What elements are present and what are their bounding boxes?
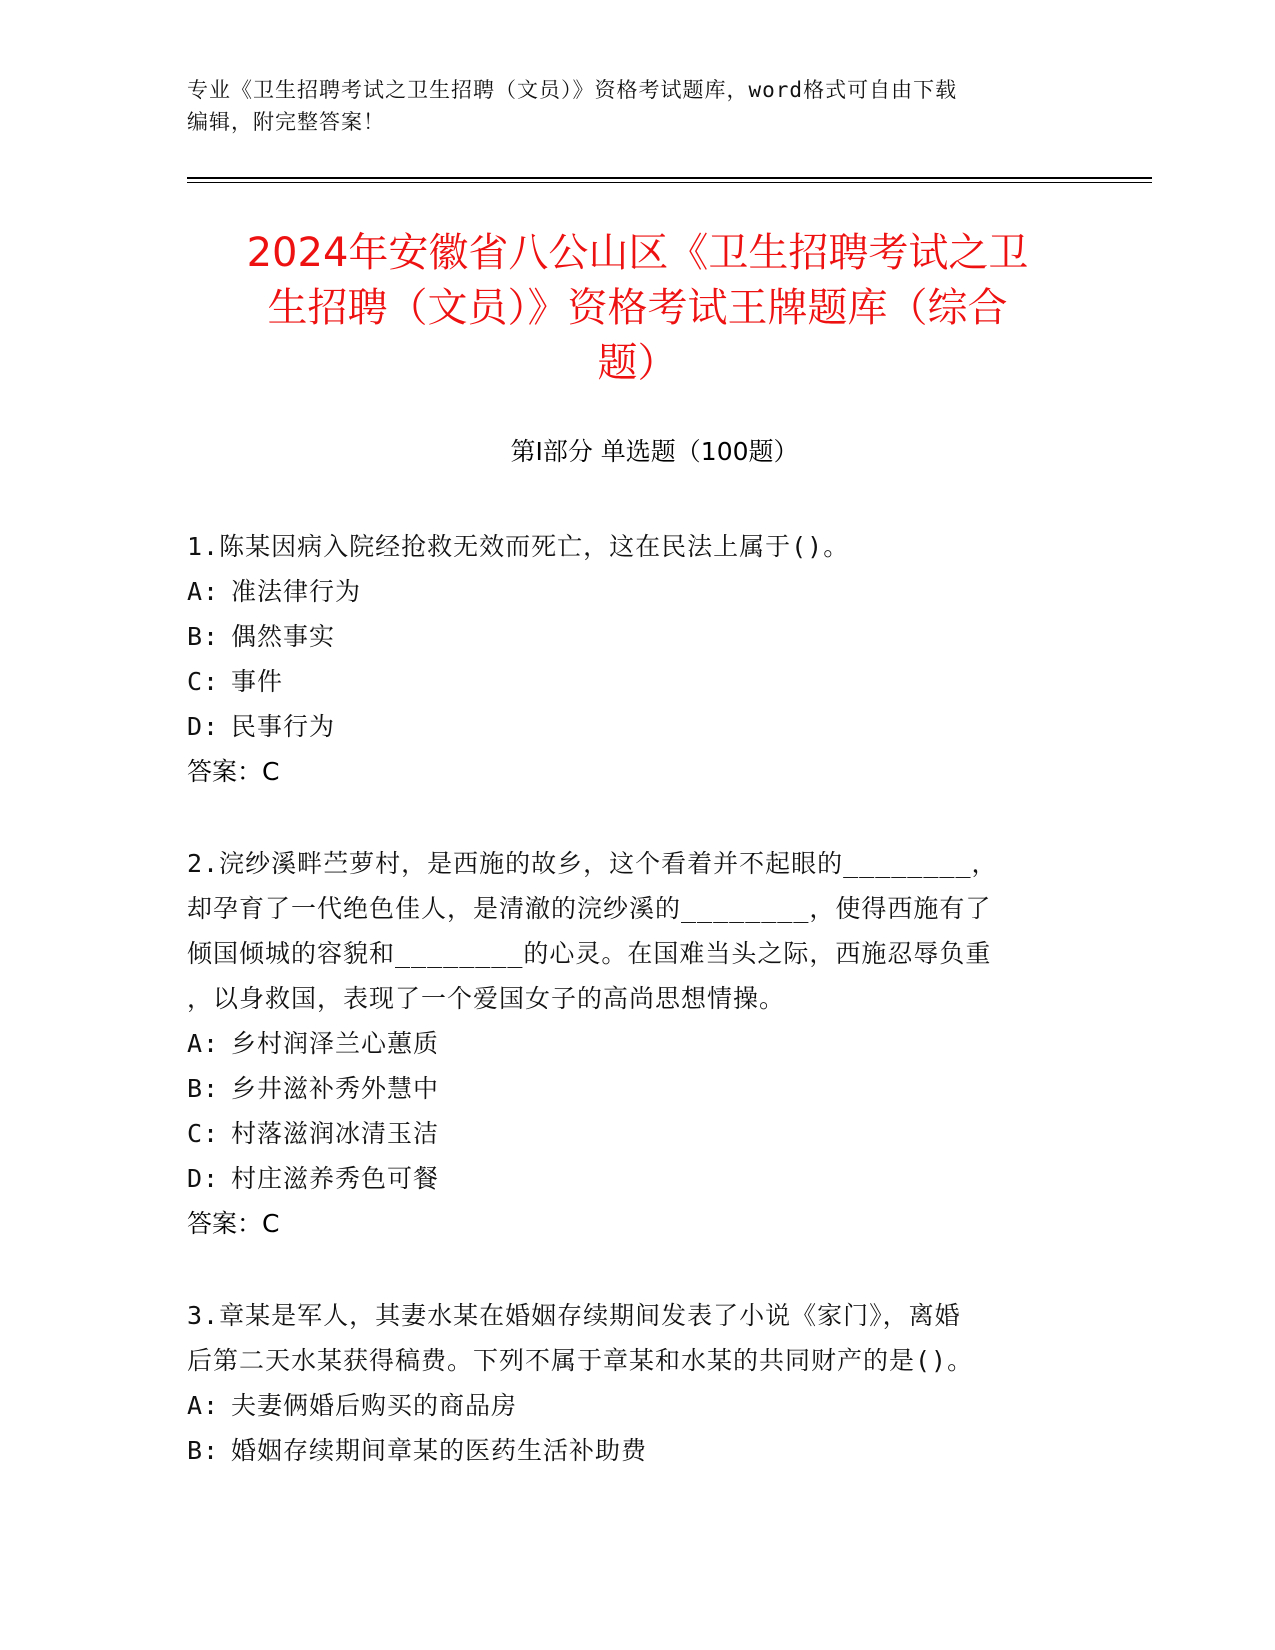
answer-line: 答案：C: [187, 1209, 280, 1238]
option-letter: C:: [187, 667, 220, 696]
question-stem-line-3: 倾国倾城的容貌和________的心灵。在国难当头之际，西施忍辱负重: [187, 939, 992, 968]
option-text: 村落滋润冰清玉洁: [231, 1119, 440, 1148]
document-title-line-3: 题）: [597, 340, 678, 386]
header-note: [187, 74, 1087, 138]
option-d: [187, 1156, 1067, 1201]
option-text: 偶然事实: [231, 622, 336, 651]
option-letter: A:: [187, 1391, 220, 1420]
document-title: [170, 226, 1105, 391]
option-text: 准法律行为: [231, 577, 362, 606]
option-text: 乡井滋补秀外慧中: [231, 1074, 440, 1103]
question-2: [187, 841, 1067, 1246]
option-letter: A:: [187, 577, 220, 606]
option-d: [187, 704, 1067, 749]
option-letter: A:: [187, 1029, 220, 1058]
header-rule-thick: [187, 177, 1152, 179]
option-a: [187, 1383, 1067, 1428]
option-text: 村庄滋养秀色可餐: [231, 1164, 440, 1193]
option-text: 事件: [231, 667, 284, 696]
option-c: [187, 1111, 1067, 1156]
document-title-line-2: 生招聘（文员）》资格考试王牌题库（综合: [267, 285, 1008, 331]
option-text: 婚姻存续期间章某的医药生活补助费: [231, 1436, 648, 1465]
option-b: [187, 614, 1067, 659]
option-letter: B:: [187, 1074, 220, 1103]
option-a: [187, 569, 1067, 614]
option-b: [187, 1428, 1067, 1473]
header-note-line-1: 专业《卫生招聘考试之卫生招聘（文员）》资格考试题库，word格式可自由下载: [187, 78, 958, 102]
option-letter: C:: [187, 1119, 220, 1148]
section-title: 第Ⅰ部分 单选题（100题）: [510, 437, 799, 466]
question-3: [187, 1293, 1067, 1473]
option-a: [187, 1021, 1067, 1066]
header-note-line-2: 编辑，附完整答案！: [187, 110, 385, 134]
document-title-line-1: 2024年安徽省八公山区《卫生招聘考试之卫: [246, 230, 1029, 276]
option-text: 乡村润泽兰心蕙质: [231, 1029, 440, 1058]
option-letter: D:: [187, 712, 220, 741]
option-b: [187, 1066, 1067, 1111]
option-c: [187, 659, 1067, 704]
question-stem: 1.陈某因病入院经抢救无效而死亡，这在民法上属于()。: [187, 532, 850, 561]
option-letter: D:: [187, 1164, 220, 1193]
question-list: [187, 524, 1067, 1520]
question-stem-line-2: 却孕育了一代绝色佳人，是清澈的浣纱溪的________，使得西施有了: [187, 894, 992, 923]
answer-line: 答案：C: [187, 757, 280, 786]
option-letter: B:: [187, 1436, 220, 1465]
option-text: 民事行为: [231, 712, 336, 741]
question-1: [187, 524, 1067, 794]
option-text: 夫妻俩婚后购买的商品房: [231, 1391, 518, 1420]
question-stem-line-1: 3.章某是军人，其妻水某在婚姻存续期间发表了小说《家门》，离婚: [187, 1301, 961, 1330]
header-rule-thin: [187, 182, 1152, 183]
question-stem-line-1: 2.浣纱溪畔苎萝村，是西施的故乡，这个看着并不起眼的________，: [187, 849, 998, 878]
question-stem-line-2: 后第二天水某获得稿费。下列不属于章某和水某的共同财产的是()。: [187, 1346, 974, 1375]
option-letter: B:: [187, 622, 220, 651]
question-stem-line-4: ，以身救国，表现了一个爱国女子的高尚思想情操。: [187, 984, 786, 1013]
